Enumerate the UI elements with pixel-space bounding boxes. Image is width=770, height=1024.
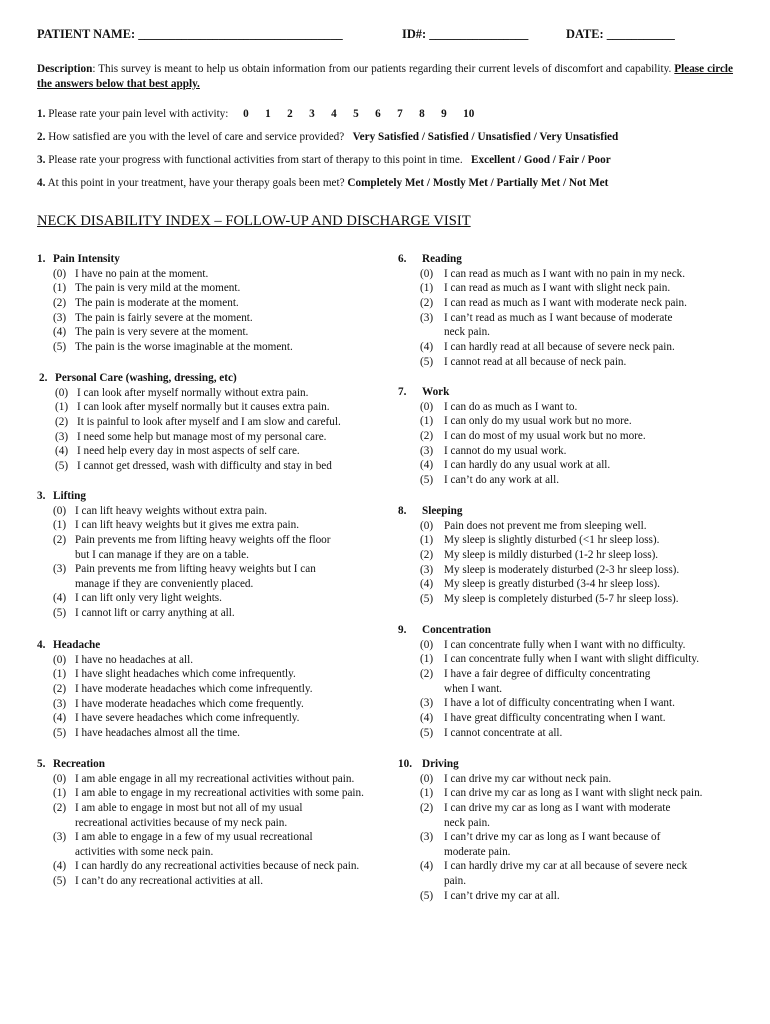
section-heading: 7. Work <box>398 386 450 398</box>
section-lifting <box>37 489 331 621</box>
question-text: How satisfied are you with the level of care and service provided? <box>48 131 345 143</box>
list-item[interactable]: (4) The pain is very severe at the moment. <box>53 326 249 339</box>
list-item[interactable]: (4) I can lift only very light weights. <box>53 592 222 605</box>
answer-options[interactable]: Excellent / Good / Fair / Poor <box>471 154 611 166</box>
section-work <box>398 385 646 488</box>
scale-option[interactable]: 9 <box>441 108 447 120</box>
list-item[interactable]: (1) I have slight headaches which come infrequently. <box>53 668 296 681</box>
list-item[interactable]: (1) My sleep is slightly disturbed (<1 hr sleep loss). <box>420 534 660 547</box>
list-item[interactable]: (4) I can hardly drive my car at all because of severe neck pain. <box>420 860 688 887</box>
list-item[interactable]: (0) I can look after myself normally without extra pain. <box>55 386 309 399</box>
section-heading: 6. Reading <box>398 253 462 265</box>
list-item[interactable]: (0) I can read as much as I want with no pain in my neck. <box>420 267 686 280</box>
list-item[interactable]: (5) I cannot lift or carry anything at all. <box>53 607 235 620</box>
list-item[interactable]: (4) I can hardly read at all because of severe neck pain. <box>420 340 675 353</box>
scale-option[interactable]: 7 <box>397 108 403 120</box>
question-number: 1. <box>37 108 46 120</box>
list-item[interactable]: (2) I have a fair degree of difficulty concentrating when I want. <box>420 667 651 695</box>
section-heading: 4. Headache <box>37 639 101 651</box>
list-item[interactable]: (4) I have severe headaches which come infrequently. <box>53 712 300 725</box>
question-text: Please rate your progress with functional activities from start of therapy to this point in time. <box>48 154 463 166</box>
list-item[interactable]: (3) I am able to engage in a few of my usual recreational activities with some neck pain. <box>53 831 313 858</box>
scale-option[interactable]: 0 <box>243 108 249 120</box>
section-sleeping <box>398 504 679 607</box>
list-item[interactable]: (3) I have a lot of difficulty concentrating when I want. <box>420 697 675 710</box>
description-label: Description <box>37 63 93 75</box>
question-number: 2. <box>37 131 46 143</box>
list-item[interactable]: (2) It is painful to look after myself and I am slow and careful. <box>55 415 341 428</box>
list-item[interactable]: (5) I have headaches almost all the time. <box>53 727 240 740</box>
description-instruction: Please circle the answers below that best apply. <box>37 63 734 90</box>
list-item[interactable]: (3) I need some help but manage most of my personal care. <box>55 430 327 443</box>
scale-option[interactable]: 6 <box>375 108 381 120</box>
list-item[interactable]: (3) I can’t drive my car as long as I want because of moderate pain. <box>420 831 661 858</box>
list-item[interactable]: (3) The pain is fairly severe at the moment. <box>53 311 253 324</box>
list-item[interactable]: (1) I can concentrate fully when I want with slight difficulty. <box>420 653 700 666</box>
list-item[interactable]: (1) I can drive my car as long as I want with slight neck pain. <box>420 787 703 800</box>
question-4 <box>37 176 608 191</box>
list-item[interactable]: (1) I can look after myself normally but it causes extra pain. <box>55 401 330 414</box>
list-item[interactable]: (4) I can hardly do any usual work at all. <box>420 459 611 472</box>
list-item[interactable]: (2) Pain prevents me from lifting heavy weights off the floor but I can manage if they are on a table. <box>53 533 331 561</box>
question-number: 3. <box>37 154 46 166</box>
scale-option[interactable]: 10 <box>463 108 475 120</box>
list-item[interactable]: (2) I can read as much as I want with moderate neck pain. <box>420 296 687 309</box>
list-item[interactable]: (4) I need help every day in most aspects of self care. <box>55 445 300 458</box>
question-1 <box>37 107 485 122</box>
scale-option[interactable]: 1 <box>265 108 271 120</box>
list-item[interactable]: (5) I can’t drive my car at all. <box>420 889 560 902</box>
section-heading: 5. Recreation <box>37 758 105 770</box>
id-field[interactable]: ID#: ________________ <box>402 27 529 41</box>
scale-option[interactable]: 3 <box>309 108 315 120</box>
question-text: Please rate your pain level with activity: <box>48 108 229 120</box>
list-item[interactable]: (2) I am able to engage in most but not all of my usual recreational activities because of my neck pain. <box>53 801 303 829</box>
list-item[interactable]: (3) I have moderate headaches which come frequently. <box>53 697 304 710</box>
description-text: : This survey is meant to help us obtain information from our patients regarding their current levels of discomfort and capability. <box>92 63 672 75</box>
section-reading <box>398 252 687 369</box>
section-concentration <box>398 623 699 740</box>
section-recreation <box>37 757 364 889</box>
patient-name-field[interactable]: PATIENT NAME: _________________________________ <box>37 27 343 41</box>
list-item[interactable]: (3) My sleep is moderately disturbed (2-3 hr sleep loss). <box>420 563 680 576</box>
list-item[interactable]: (3) Pain prevents me from lifting heavy weights but I can manage if they are conveniently placed. <box>53 563 316 590</box>
page-title: NECK DISABILITY INDEX – FOLLOW-UP AND DISCHARGE VISIT <box>37 213 471 229</box>
list-item[interactable]: (5) The pain is the worse imaginable at the moment. <box>53 341 293 354</box>
list-item[interactable]: (2) I can do most of my usual work but no more. <box>420 429 646 442</box>
list-item[interactable]: (5) I can’t do any recreational activities at all. <box>53 875 264 888</box>
section-personal-care <box>39 371 341 474</box>
question-text: At this point in your treatment, have your therapy goals been met? <box>47 177 345 189</box>
answer-options[interactable]: Very Satisfied / Satisfied / Unsatisfied / Very Unsatisfied <box>352 131 619 143</box>
list-item[interactable]: (2) I can drive my car as long as I want with moderate neck pain. <box>420 801 671 829</box>
list-item[interactable]: (4) My sleep is greatly disturbed (3-4 hr sleep loss). <box>420 578 660 591</box>
section-heading: 1. Pain Intensity <box>37 253 120 265</box>
section-heading: 2. Personal Care (washing, dressing, etc) <box>39 372 237 384</box>
scale-option[interactable]: 2 <box>287 108 293 120</box>
section-heading: 8. Sleeping <box>398 505 463 517</box>
scale-option[interactable]: 8 <box>419 108 425 120</box>
description <box>37 62 733 91</box>
question-2 <box>37 130 618 145</box>
list-item[interactable]: (0) I have no headaches at all. <box>53 653 194 666</box>
section-heading: 3. Lifting <box>37 490 86 502</box>
answer-options[interactable]: Completely Met / Mostly Met / Partially Met / Not Met <box>347 177 609 189</box>
list-item[interactable]: (2) The pain is moderate at the moment. <box>53 296 239 309</box>
list-item[interactable]: (0) I can do as much as I want to. <box>420 400 578 413</box>
question-number: 4. <box>37 177 46 189</box>
section-heading: 9. Concentration <box>398 624 491 636</box>
list-item[interactable]: (0) I have no pain at the moment. <box>53 267 209 280</box>
list-item[interactable]: (2) I have moderate headaches which come infrequently. <box>53 682 313 695</box>
list-item[interactable]: (1) I am able to engage in my recreational activities with some pain. <box>53 787 364 800</box>
list-item[interactable]: (3) I can’t read as much as I want because of moderate neck pain. <box>420 311 673 339</box>
list-item[interactable]: (4) I have great difficulty concentrating when I want. <box>420 711 666 724</box>
list-item[interactable]: (0) Pain does not prevent me from sleeping well. <box>420 519 647 532</box>
list-item[interactable]: (0) I can drive my car without neck pain. <box>420 772 612 785</box>
section-driving <box>398 757 702 903</box>
list-item[interactable]: (5) I cannot get dressed, wash with difficulty and stay in bed <box>55 460 332 473</box>
scale-option[interactable]: 4 <box>331 108 337 120</box>
list-item[interactable]: (1) I can only do my usual work but no more. <box>420 415 632 428</box>
scale-option[interactable]: 5 <box>353 108 359 120</box>
question-3 <box>37 153 611 168</box>
section-headache <box>37 638 313 741</box>
list-item[interactable]: (1) I can lift heavy weights but it gives me extra pain. <box>53 519 299 532</box>
section-heading: 10. Driving <box>398 758 459 770</box>
list-item[interactable]: (4) I can hardly do any recreational activities because of neck pain. <box>53 860 360 873</box>
list-item[interactable]: (0) I can concentrate fully when I want with no difficulty. <box>420 638 686 651</box>
date-field[interactable]: DATE: ___________ <box>566 27 675 41</box>
section-pain-intensity <box>37 252 293 355</box>
list-item[interactable]: (0) I can lift heavy weights without extra pain. <box>53 504 267 517</box>
list-item[interactable]: (1) The pain is very mild at the moment. <box>53 282 241 295</box>
list-item[interactable]: (5) My sleep is completely disturbed (5-7 hr sleep loss). <box>420 593 679 606</box>
list-item[interactable]: (5) I cannot concentrate at all. <box>420 726 563 739</box>
list-item[interactable]: (1) I can read as much as I want with slight neck pain. <box>420 282 671 295</box>
list-item[interactable]: (5) I can’t do any work at all. <box>420 474 560 487</box>
list-item[interactable]: (3) I cannot do my usual work. <box>420 444 567 457</box>
list-item[interactable]: (2) My sleep is mildly disturbed (1-2 hr sleep loss). <box>420 548 659 561</box>
list-item[interactable]: (0) I am able engage in all my recreational activities without pain. <box>53 772 355 785</box>
list-item[interactable]: (5) I cannot read at all because of neck pain. <box>420 355 627 368</box>
